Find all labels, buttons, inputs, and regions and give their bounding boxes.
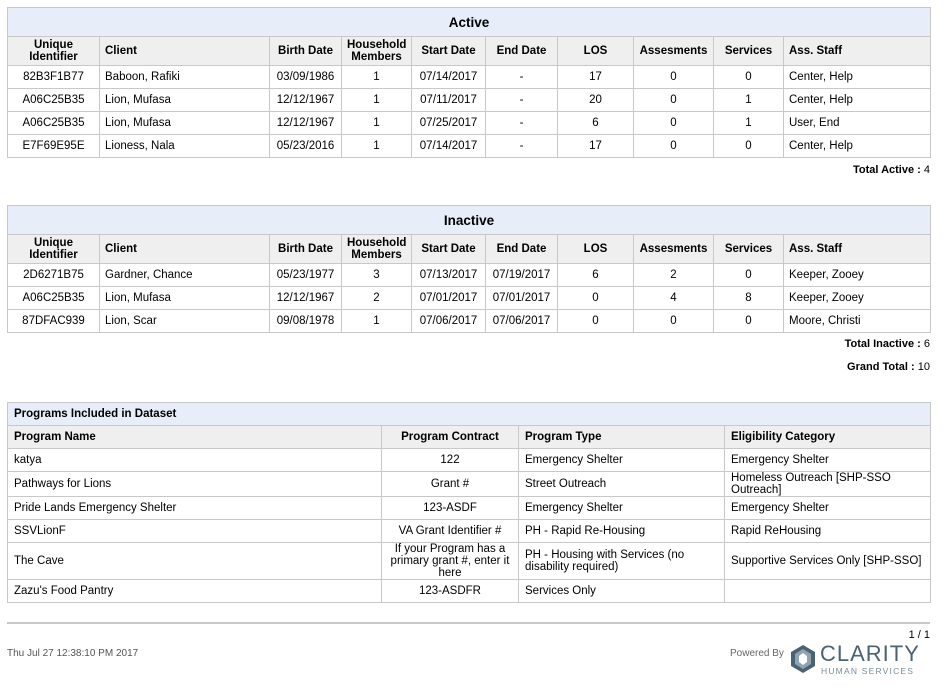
table-cell: E7F69E95E [8, 135, 100, 158]
table-cell: 07/01/2017 [486, 287, 558, 310]
table-cell: Services Only [519, 580, 725, 603]
table-cell: 12/12/1967 [270, 89, 342, 112]
table-cell: Center, Help [784, 135, 931, 158]
column-header: Program Type [519, 426, 725, 449]
table-row [8, 112, 931, 135]
table-row [8, 580, 931, 603]
table-cell: 12/12/1967 [270, 287, 342, 310]
column-header: Birth Date [270, 37, 342, 66]
table-cell: Keeper, Zooey [784, 287, 931, 310]
table-cell: Emergency Shelter [519, 449, 725, 472]
active-table-body [8, 66, 931, 158]
table-cell: VA Grant Identifier # [382, 520, 519, 543]
column-header: Household Members [342, 235, 412, 264]
column-header: End Date [486, 37, 558, 66]
active-title: Active [8, 8, 931, 37]
inactive-header-row [8, 235, 931, 264]
table-cell: 3 [342, 264, 412, 287]
table-row [8, 472, 931, 497]
column-header: Unique Identifier [8, 37, 100, 66]
table-cell: A06C25B35 [8, 89, 100, 112]
table-cell: SSVLionF [8, 520, 382, 543]
table-cell: Center, Help [784, 66, 931, 89]
table-cell: 1 [342, 310, 412, 333]
column-header: Client [100, 37, 270, 66]
column-header: Services [714, 235, 784, 264]
table-cell: 4 [634, 287, 714, 310]
powered-by-label: Powered By [730, 648, 784, 659]
table-cell: 1 [714, 89, 784, 112]
total-inactive [845, 338, 930, 350]
table-cell: 1 [342, 135, 412, 158]
table-cell: 0 [634, 112, 714, 135]
column-header: Client [100, 235, 270, 264]
table-cell: 0 [714, 66, 784, 89]
column-header: Birth Date [270, 235, 342, 264]
column-header: Program Contract [382, 426, 519, 449]
logo-wordmark: CLARITY [820, 641, 920, 666]
table-row [8, 497, 931, 520]
table-cell: 05/23/2016 [270, 135, 342, 158]
table-cell: 6 [558, 112, 634, 135]
table-cell: Lion, Mufasa [100, 287, 270, 310]
table-cell: 07/14/2017 [412, 135, 486, 158]
table-cell: 6 [558, 264, 634, 287]
table-cell: 05/23/1977 [270, 264, 342, 287]
table-cell: 0 [634, 89, 714, 112]
table-cell: Grant # [382, 472, 519, 497]
programs-table-body [8, 449, 931, 603]
table-cell: Emergency Shelter [725, 497, 931, 520]
table-row [8, 89, 931, 112]
table-cell: Emergency Shelter [725, 449, 931, 472]
table-cell: 0 [558, 310, 634, 333]
table-cell: 17 [558, 66, 634, 89]
column-header: Program Name [8, 426, 382, 449]
table-cell: 07/25/2017 [412, 112, 486, 135]
table-cell: Homeless Outreach [SHP-SSO Outreach] [725, 472, 931, 497]
report-timestamp: Thu Jul 27 12:38:10 PM 2017 [7, 648, 139, 659]
table-cell: 87DFAC939 [8, 310, 100, 333]
table-cell: - [486, 66, 558, 89]
column-header: End Date [486, 235, 558, 264]
column-header: Ass. Staff [784, 37, 931, 66]
column-header: Assesments [634, 235, 714, 264]
table-cell: 8 [714, 287, 784, 310]
table-cell: 0 [558, 287, 634, 310]
column-header: Start Date [412, 235, 486, 264]
column-header: Services [714, 37, 784, 66]
table-cell: If your Program has a primary grant #, enter it here [382, 543, 519, 580]
programs-title: Programs Included in Dataset [8, 403, 931, 426]
grand-total-label: Grand Total : [847, 361, 915, 373]
table-cell: 07/06/2017 [486, 310, 558, 333]
table-cell: - [486, 112, 558, 135]
column-header: Eligibility Category [725, 426, 931, 449]
table-cell: Pride Lands Emergency Shelter [8, 497, 382, 520]
table-cell: PH - Housing with Services (no disability required) [519, 543, 725, 580]
column-header: Unique Identifier [8, 235, 100, 264]
table-cell: 07/11/2017 [412, 89, 486, 112]
footer-divider [7, 622, 930, 624]
table-cell: A06C25B35 [8, 287, 100, 310]
total-active [853, 164, 930, 176]
table-cell: The Cave [8, 543, 382, 580]
table-cell: 1 [714, 112, 784, 135]
table-row [8, 543, 931, 580]
table-cell: Gardner, Chance [100, 264, 270, 287]
table-cell: 1 [342, 89, 412, 112]
total-inactive-label: Total Inactive : [844, 338, 921, 350]
table-row [8, 310, 931, 333]
table-cell: Lion, Scar [100, 310, 270, 333]
table-cell: 122 [382, 449, 519, 472]
table-cell: Lioness, Nala [100, 135, 270, 158]
table-cell: 17 [558, 135, 634, 158]
active-header-row [8, 37, 931, 66]
column-header: Ass. Staff [784, 235, 931, 264]
table-cell: 07/06/2017 [412, 310, 486, 333]
table-cell: Emergency Shelter [519, 497, 725, 520]
column-header: LOS [558, 37, 634, 66]
logo-tagline: HUMAN SERVICES [821, 666, 915, 676]
table-row [8, 520, 931, 543]
active-table [7, 7, 931, 158]
table-cell: katya [8, 449, 382, 472]
table-row [8, 449, 931, 472]
table-cell: Pathways for Lions [8, 472, 382, 497]
inactive-table-body [8, 264, 931, 333]
table-cell: - [486, 89, 558, 112]
table-cell: Keeper, Zooey [784, 264, 931, 287]
column-header: Household Members [342, 37, 412, 66]
table-cell: 07/19/2017 [486, 264, 558, 287]
table-cell: 123-ASDFR [382, 580, 519, 603]
table-cell [725, 580, 931, 603]
table-cell: 1 [342, 66, 412, 89]
page-number: 1 / 1 [908, 629, 930, 641]
table-cell: 09/08/1978 [270, 310, 342, 333]
total-inactive-value: 6 [923, 338, 930, 350]
table-cell: 0 [714, 264, 784, 287]
table-cell: Rapid ReHousing [725, 520, 931, 543]
table-cell: 2 [634, 264, 714, 287]
inactive-title: Inactive [8, 206, 931, 235]
table-cell: 0 [634, 66, 714, 89]
table-cell: 2D6271B75 [8, 264, 100, 287]
table-cell: 1 [342, 112, 412, 135]
inactive-table [7, 205, 931, 333]
column-header: Assesments [634, 37, 714, 66]
programs-header-row [8, 426, 931, 449]
table-cell: Lion, Mufasa [100, 112, 270, 135]
column-header: Start Date [412, 37, 486, 66]
table-cell: 07/13/2017 [412, 264, 486, 287]
table-cell: 0 [634, 310, 714, 333]
table-cell: 2 [342, 287, 412, 310]
table-cell: 0 [714, 135, 784, 158]
table-cell: 03/09/1986 [270, 66, 342, 89]
table-cell: 12/12/1967 [270, 112, 342, 135]
clarity-logo-icon [790, 644, 816, 674]
table-cell: PH - Rapid Re-Housing [519, 520, 725, 543]
table-row [8, 264, 931, 287]
column-header: LOS [558, 235, 634, 264]
table-cell: 07/01/2017 [412, 287, 486, 310]
table-cell: Baboon, Rafiki [100, 66, 270, 89]
table-cell: Supportive Services Only [SHP-SSO] [725, 543, 931, 580]
table-cell: A06C25B35 [8, 112, 100, 135]
table-cell: 82B3F1B77 [8, 66, 100, 89]
table-cell: Zazu's Food Pantry [8, 580, 382, 603]
grand-total [847, 361, 930, 373]
table-cell: 0 [714, 310, 784, 333]
table-cell: 20 [558, 89, 634, 112]
grand-total-value: 10 [917, 361, 930, 373]
total-active-value: 4 [923, 164, 930, 176]
table-cell: User, End [784, 112, 931, 135]
table-cell: 123-ASDF [382, 497, 519, 520]
table-cell: Street Outreach [519, 472, 725, 497]
table-cell: 07/14/2017 [412, 66, 486, 89]
programs-table [7, 402, 931, 603]
table-cell: Moore, Christi [784, 310, 931, 333]
table-row [8, 66, 931, 89]
table-cell: - [486, 135, 558, 158]
table-row [8, 287, 931, 310]
total-active-label: Total Active : [852, 164, 921, 176]
table-cell: Lion, Mufasa [100, 89, 270, 112]
table-row [8, 135, 931, 158]
table-cell: 0 [634, 135, 714, 158]
table-cell: Center, Help [784, 89, 931, 112]
